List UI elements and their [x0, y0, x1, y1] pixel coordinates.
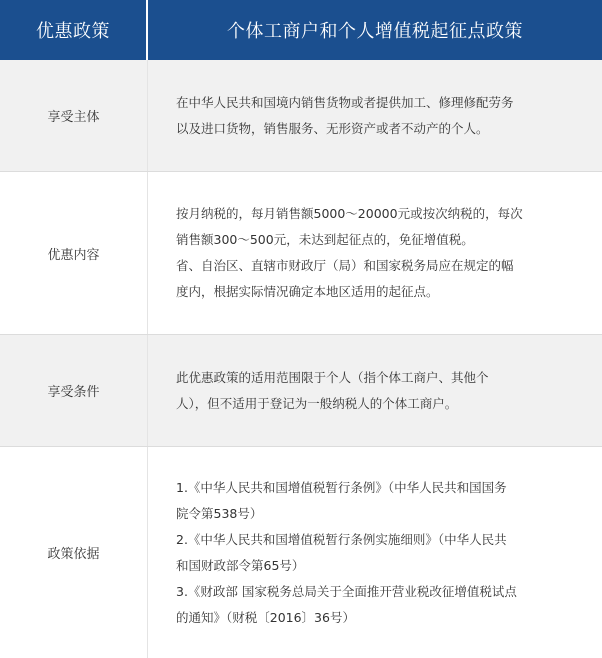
table-row-conditions — [0, 335, 602, 447]
table-row-subject — [0, 60, 602, 172]
content-line: 3.《财政部 国家税务总局关于全面推开营业税改征增值税试点 — [176, 583, 517, 599]
content-line: 人），但不适用于登记为一般纳税人的个体工商户。 — [176, 395, 458, 411]
content-line: 2.《中华人民共和国增值税暂行条例实施细则》（中华人民共 — [176, 531, 507, 547]
content-line: 省、自治区、直辖市财政厅（局）和国家税务局应在规定的幅 — [176, 258, 514, 273]
content-line: 和国财政部令第65号） — [176, 557, 305, 573]
row-content — [148, 172, 602, 334]
content-line: 销售额300～500元，未达到起征点的，免征增值税。 — [176, 232, 474, 247]
row-label: 优惠内容 — [0, 172, 148, 334]
content-line: 以及进口货物，销售服务、无形资产或者不动产的个人。 — [176, 120, 489, 136]
content-line: 院令第538号） — [176, 505, 263, 521]
header-policy-title: 个体工商户和个人增值税起征点政策 — [227, 21, 523, 42]
content-line: 此优惠政策的适用范围限于个人（指个体工商户、其他个 — [176, 369, 489, 385]
content-line: 在中华人民共和国境内销售货物或者提供加工、修理修配劳务 — [176, 94, 514, 110]
row-label: 享受条件 — [0, 335, 148, 446]
row-content — [148, 447, 602, 658]
content-line: 按月纳税的，每月销售额5000～20000元或按次纳税的，每次 — [176, 206, 523, 221]
table-header — [0, 0, 602, 60]
content-line: 1.《中华人民共和国增值税暂行条例》（中华人民共和国国务 — [176, 479, 507, 495]
header-policy-label: 优惠政策 — [0, 0, 148, 60]
content-line: 度内，根据实际情况确定本地区适用的起征点。 — [176, 284, 439, 299]
content-line: 的通知》（财税〔2016〕36号） — [176, 609, 355, 625]
table-row-basis — [0, 447, 602, 658]
row-label: 政策依据 — [0, 447, 148, 658]
row-content — [148, 335, 602, 446]
row-content — [148, 60, 602, 171]
table-row-content — [0, 172, 602, 335]
row-label: 享受主体 — [0, 60, 148, 171]
